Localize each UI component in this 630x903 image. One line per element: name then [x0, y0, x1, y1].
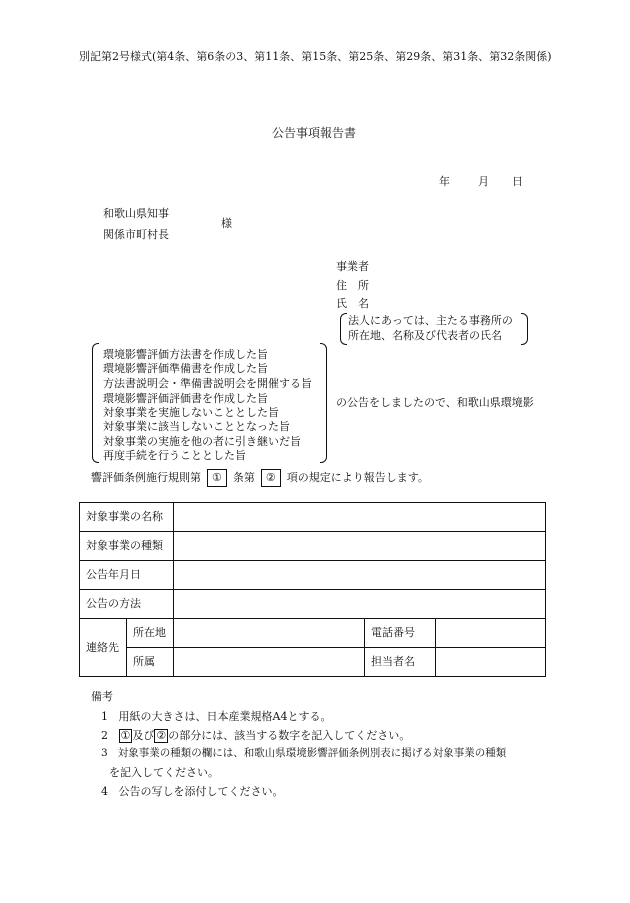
location-label: 所在地: [127, 619, 174, 648]
date-day-label: 日: [512, 175, 523, 188]
project-type-field[interactable]: [174, 532, 546, 561]
note-text: 対象事業の種類の欄には、和歌山県環境影響評価条例別表に掲げる対象事業の種類: [117, 747, 507, 759]
note-bracket-left: [340, 313, 347, 345]
note-text: の部分には、該当する数字を記入してください。: [168, 729, 411, 742]
purpose-item: 対象事業を実施しないこととした旨: [103, 406, 279, 419]
note-number: 2: [101, 729, 108, 742]
statement-article: 条第: [232, 471, 255, 484]
person-label: 担当者名: [365, 648, 436, 677]
paragraph-number-box: ②: [261, 469, 281, 487]
note-number: 3: [101, 747, 108, 759]
article-marker: ①: [120, 729, 131, 742]
applicant-address-label: 住 所: [336, 279, 369, 292]
purpose-item: 対象事業の実施を他の者に引き継いだ旨: [103, 435, 301, 448]
purpose-bracket-left: [92, 343, 99, 463]
note-2: [101, 729, 410, 743]
form-number: 別記第2号様式(第4条、第6条の3、第11条、第15条、第25条、第29条、第31条、第32条関係): [79, 50, 552, 63]
note-text: 公告の写しを添付してください。: [118, 785, 284, 798]
applicant-name-label: 氏 名: [336, 297, 369, 310]
note-1: [101, 710, 331, 723]
project-name-field[interactable]: [174, 503, 546, 532]
date-year-label: 年: [439, 175, 450, 188]
note-bracket-right: [521, 313, 528, 345]
date-month-label: 月: [478, 175, 489, 188]
applicant-note-line2: 所在地、名称及び代表者の氏名: [348, 329, 502, 342]
paragraph-marker: ②: [156, 729, 167, 742]
contact-label: 連絡先: [80, 619, 127, 677]
notice-method-label: 公告の方法: [80, 590, 174, 619]
purpose-item: 環境影響評価評価書を作成した旨: [103, 392, 268, 405]
department-label: 所属: [127, 648, 174, 677]
note-number: 1: [101, 710, 108, 723]
purpose-item: 対象事業に該当しないこととなった旨: [103, 420, 290, 433]
note-3: [101, 747, 506, 760]
document-title: 公告事項報告書: [272, 126, 357, 140]
notice-method-field[interactable]: [174, 590, 546, 619]
addressee-honorific: 様: [221, 217, 232, 230]
statement-suffix: 項の規定により報告します。: [286, 471, 429, 484]
article-number-box: ①: [207, 469, 227, 487]
note-3-continuation: を記入してください。: [109, 766, 219, 779]
location-field[interactable]: [174, 619, 365, 648]
addressee-mayors: 関係市町村長: [103, 228, 169, 241]
project-type-label: 対象事業の種類: [80, 532, 174, 561]
department-field[interactable]: [174, 648, 365, 677]
statement-line2: [91, 469, 429, 487]
purpose-item: 環境影響評価方法書を作成した旨: [103, 348, 268, 361]
addressee-governor: 和歌山県知事: [103, 207, 169, 220]
purpose-item: 再度手続を行うこととした旨: [103, 449, 246, 462]
applicant-label: 事業者: [336, 260, 369, 273]
note-4: [101, 785, 284, 798]
note-text: 及び: [132, 729, 155, 742]
note-number: 4: [101, 785, 108, 798]
phone-label: 電話番号: [365, 619, 436, 648]
notice-date-field[interactable]: [174, 561, 546, 590]
purpose-item: 環境影響評価準備書を作成した旨: [103, 362, 268, 375]
phone-field[interactable]: [436, 619, 546, 648]
project-name-label: 対象事業の名称: [80, 503, 174, 532]
note-text: 用紙の大きさは、日本産業規格A4とする。: [118, 710, 332, 723]
purpose-bracket-right: [320, 343, 327, 463]
purpose-item: 方法書説明会・準備書説明会を開催する旨: [103, 377, 312, 390]
notice-date-label: 公告年月日: [80, 561, 174, 590]
person-field[interactable]: [436, 648, 546, 677]
report-table: [79, 502, 546, 677]
applicant-note-line1: 法人にあっては、主たる事務所の: [348, 314, 513, 327]
statement-prefix: 響評価条例施行規則第: [91, 471, 201, 484]
notes-heading: 備考: [91, 690, 113, 703]
statement-continuation: の公告をしましたので、和歌山県環境影: [336, 396, 534, 409]
